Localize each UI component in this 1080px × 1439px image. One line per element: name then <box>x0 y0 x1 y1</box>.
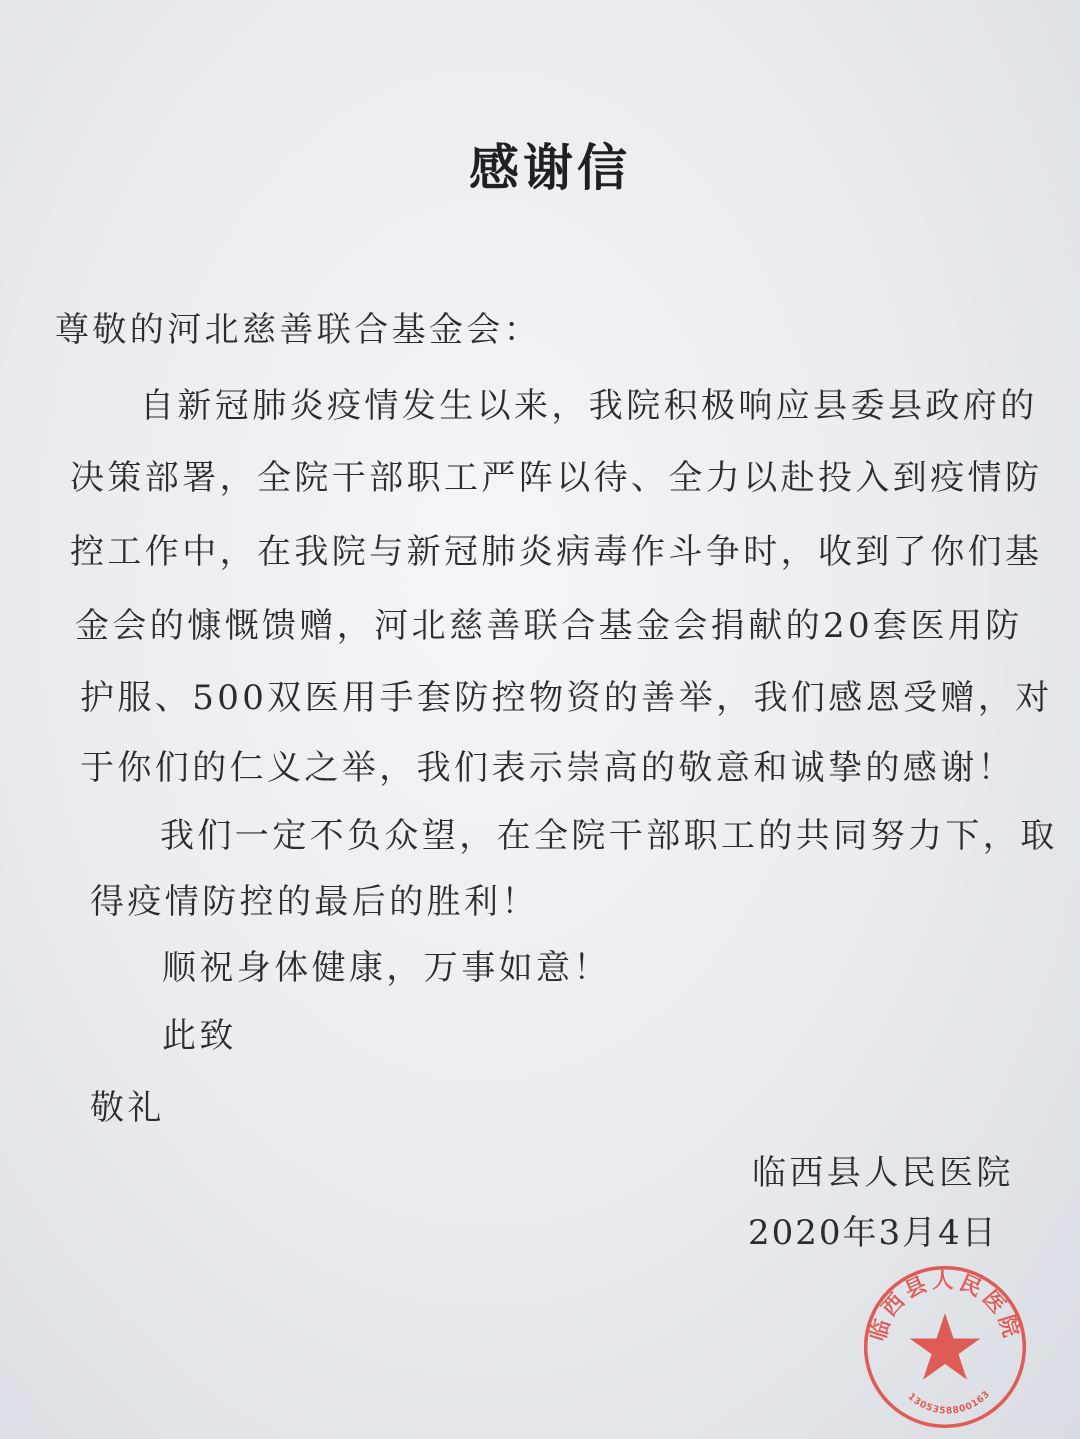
wish: 顺祝身体健康，万事如意！ <box>162 948 611 988</box>
paragraph-line: 决策部署，全院干部职工严阵以待、全力以赴投入到疫情防 <box>70 458 1043 498</box>
salutation: 尊敬的河北慈善联合基金会： <box>55 310 542 350</box>
paragraph-line: 我们一定不负众望，在全院干部职工的共同努力下，取 <box>160 816 1058 856</box>
paragraph-line: 护服、500双医用手套防控物资的善举，我们感恩受赠，对 <box>80 678 1053 718</box>
seal-number: 1305358800163 <box>905 1388 993 1417</box>
signature: 临西县人民医院 <box>752 1153 1014 1193</box>
paragraph-line: 得疫情防控的最后的胜利！ <box>90 882 539 922</box>
star-icon <box>910 1313 981 1380</box>
seal-text: 临西县人民医院 <box>865 1268 1025 1345</box>
closing-cizhi: 此致 <box>162 1016 237 1056</box>
letter-title: 感谢信 <box>469 138 631 197</box>
closing-jingli: 敬礼 <box>90 1088 165 1128</box>
paragraph-line: 于你们的仁义之举，我们表示崇高的敬意和诚挚的感谢！ <box>80 748 1015 788</box>
paragraph-line: 金会的慷慨馈赠，河北慈善联合基金会捐献的20套医用防 <box>75 606 1023 646</box>
date: 2020年3月4日 <box>748 1213 998 1253</box>
official-seal <box>860 1262 1030 1432</box>
paragraph-line: 控工作中，在我院与新冠肺炎病毒作斗争时，收到了你们基 <box>70 532 1043 572</box>
paragraph-line: 自新冠肺炎疫情发生以来，我院积极响应县委县政府的 <box>140 386 1038 426</box>
